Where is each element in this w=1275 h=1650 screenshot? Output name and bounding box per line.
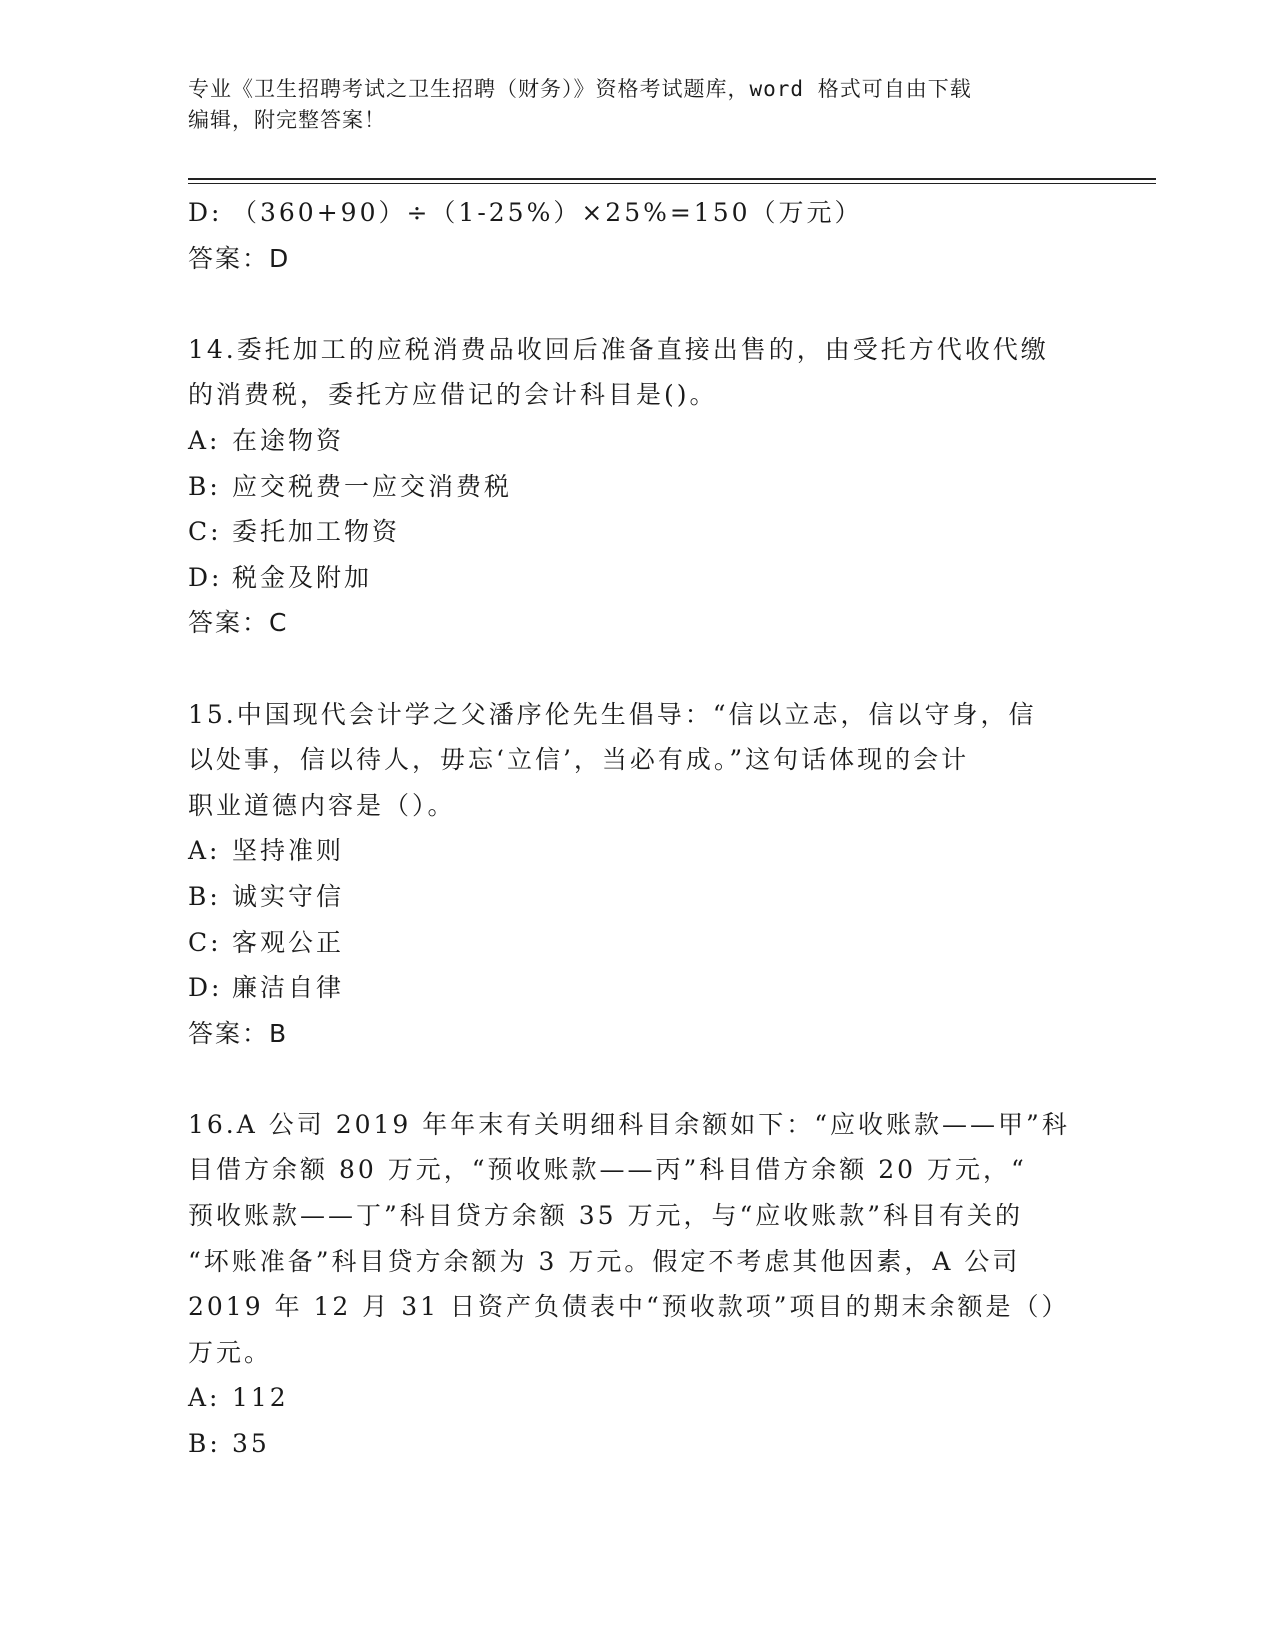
option-text: 112: [232, 1383, 289, 1413]
spacer: [188, 281, 1088, 327]
option-a: [188, 828, 1088, 874]
header-divider-thick: [188, 178, 1156, 180]
option-a: [188, 418, 1088, 464]
option-text: 坚持准则: [232, 836, 345, 866]
option-key: B:: [188, 1429, 221, 1459]
question-15: [188, 692, 1088, 1057]
option-b: [188, 1421, 1088, 1467]
question-13-tail: [188, 190, 1088, 281]
option-key: A:: [188, 1383, 221, 1413]
option-d: [188, 965, 1088, 1011]
question-stem-line: 14.委托加工的应税消费品收回后准备直接出售的，由受托方代收代缴: [188, 334, 1049, 364]
option-text: （360+90）÷（1-25%）×25%=150（万元）: [232, 198, 863, 227]
option-text: 委托加工物资: [232, 517, 401, 547]
spacer: [188, 646, 1088, 692]
header-line-2: 编辑，附完整答案！: [188, 108, 386, 132]
option-key: D:: [188, 973, 223, 1003]
question-14: [188, 327, 1088, 646]
question-stem-line: 以处事，信以待人，毋忘‘立信’，当必有成。”这句话体现的会计: [188, 745, 970, 775]
option-text: 廉洁自律: [232, 973, 345, 1003]
option-key: C:: [188, 927, 222, 957]
question-stem-line: 万元。: [188, 1337, 273, 1367]
option-key: D:: [188, 198, 223, 227]
option-key: A:: [188, 425, 221, 455]
option-text: 客观公正: [232, 927, 345, 957]
option-key: D:: [188, 562, 223, 592]
question-stem-line: 目借方余额 80 万元，“预收账款——丙”科目借方余额 20 万元，“: [188, 1155, 1027, 1185]
option-key: B:: [188, 881, 221, 911]
question-stem-line: 的消费税，委托方应借记的会计科目是()。: [188, 380, 718, 410]
answer-label: 答案：C: [188, 608, 289, 638]
answer-label: 答案：B: [188, 1018, 289, 1048]
option-text: 35: [232, 1429, 270, 1459]
option-d: [188, 190, 1088, 236]
option-key: C:: [188, 517, 222, 547]
option-a: [188, 1375, 1088, 1421]
spacer: [188, 1056, 1088, 1102]
question-stem-line: 职业道德内容是（）。: [188, 790, 456, 820]
option-d: [188, 555, 1088, 601]
option-text: 税金及附加: [232, 562, 373, 592]
option-text: 诚实守信: [232, 881, 345, 911]
option-b: [188, 874, 1088, 920]
question-16: [188, 1102, 1088, 1467]
option-text: 在途物资: [232, 425, 345, 455]
option-key: B:: [188, 471, 221, 501]
question-stem-line: 预收账款——丁”科目贷方余额 35 万元，与“应收账款”科目有关的: [188, 1201, 1024, 1231]
option-c: [188, 920, 1088, 966]
header-line-1: 专业《卫生招聘考试之卫生招聘（财务）》资格考试题库，word 格式可自由下载: [188, 77, 972, 101]
option-text: 应交税费一应交消费税: [232, 471, 513, 501]
option-key: A:: [188, 836, 221, 866]
header-divider-thin: [188, 183, 1156, 184]
option-b: [188, 464, 1088, 510]
option-c: [188, 509, 1088, 555]
page-header: [188, 74, 1068, 136]
question-stem-line: 2019 年 12 月 31 日资产负债表中“预收款项”项目的期末余额是（）: [188, 1292, 1070, 1322]
question-stem-line: 16.A 公司 2019 年年末有关明细科目余额如下：“应收账款——甲”科: [188, 1109, 1070, 1139]
question-content: [188, 190, 1088, 1467]
answer-label: 答案：D: [188, 243, 291, 273]
question-stem-line: 15.中国现代会计学之父潘序伦先生倡导：“信以立志，信以守身，信: [188, 699, 1037, 729]
question-stem-line: “坏账准备”科目贷方余额为 3 万元。假定不考虑其他因素，A 公司: [188, 1246, 1021, 1276]
